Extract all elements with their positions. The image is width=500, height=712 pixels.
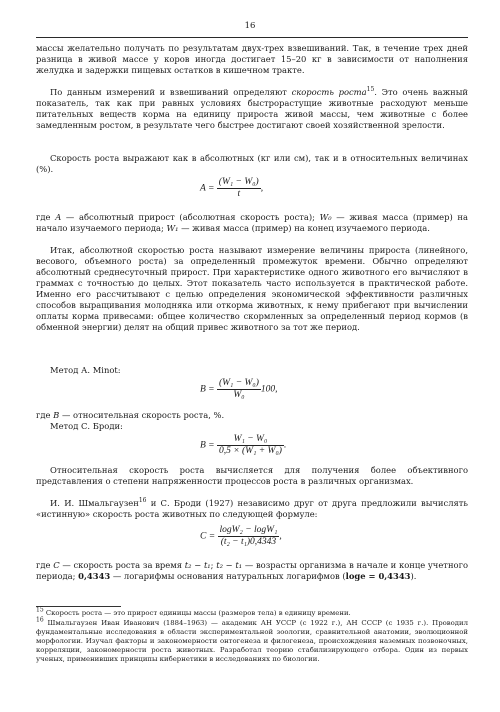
paragraph-absolute-rate: Итак, абсолютной скоростью роста называют измерение величины прироста (линейного, весового, объемного роста) за определенный промежуток времени. Обычно определяют абсолютный среднесуточный прирост. При характеристике одного животного его вычисляют в граммах с точностью до целых. Этот показатель часто используется в практической работе. Именно его рассчитывают с целью определения экономической эффективности различных способов выращивания молодняка или откорма животных, к нему прибегают при вычислении оплаты корма привесами: общее количество скормленных за определенный период кормов (в обменной энергии) делят на общий привес животного за тот же период. bbox=[36, 245, 468, 333]
formula-tail: . bbox=[283, 440, 287, 451]
footnote-text: Скорость роста — это прирост единицы массы (размеров тела) в единицу времени. bbox=[43, 609, 351, 617]
formula-brody bbox=[200, 434, 286, 457]
formula-lhs: B = bbox=[200, 384, 215, 395]
term-growth-rate: скорость роста bbox=[291, 87, 367, 97]
text: ; bbox=[210, 560, 217, 570]
paragraph-growth-rate bbox=[36, 87, 468, 131]
footnote-16 bbox=[36, 616, 468, 664]
text: — возрасты организма в начале и конце учетного периода; bbox=[36, 560, 468, 582]
footnote-rule bbox=[36, 606, 121, 607]
formula-tail: , bbox=[279, 531, 282, 542]
method-brody-label: Метод С. Броди: bbox=[50, 421, 123, 431]
text: — логарифмы основания натуральных логарифмов ( bbox=[110, 571, 346, 582]
footnote-ref-15: 15 bbox=[366, 86, 375, 94]
fraction bbox=[217, 434, 287, 457]
paragraph-units: Скорость роста выражают как в абсолютных (кг или см), так и в относительных величинах (%). bbox=[36, 153, 468, 175]
symbol-W0: W₀ bbox=[319, 212, 332, 222]
formula-tail: , bbox=[260, 183, 264, 194]
text: . Это очень важный показатель, так как при равных условиях быстрорастущие животные расходуют меньше питательных веществ корма на единицу прироста живой массы, чем животные с более замедленным ростом, в результате чего быстрее достигают своей хозяйственной зрелости. bbox=[36, 87, 468, 131]
paragraph-relative-purpose: Относительная скорость роста вычисляется для получения более объективного представления о степени напряженности процессов роста в различных организмах. bbox=[36, 465, 468, 487]
formula-lhs: C = bbox=[200, 531, 216, 542]
symbol-W1: W₁ bbox=[166, 223, 179, 234]
footnote-number: 15 bbox=[36, 606, 44, 614]
paragraph-relative-legend bbox=[36, 410, 468, 421]
fraction bbox=[217, 378, 261, 401]
denominator: (t₂ − t₁)0,4343 bbox=[220, 537, 277, 547]
constant: 0,4343 bbox=[78, 571, 111, 582]
formula-lhs: A = bbox=[200, 183, 215, 194]
symbol-ages: t₂ − t₁ bbox=[216, 560, 243, 570]
formula-absolute-growth bbox=[200, 177, 263, 200]
formula-true-rate bbox=[200, 525, 282, 548]
page-number: 16 bbox=[244, 21, 256, 31]
paragraph-true-rate-legend bbox=[36, 560, 468, 582]
denominator: t bbox=[237, 189, 241, 199]
denominator: W₀ bbox=[233, 390, 245, 400]
denominator: 0,5 × (W₁ + W₀) bbox=[218, 446, 282, 456]
text: По данным измерений и взвешиваний определяют bbox=[50, 87, 292, 97]
paragraph-true-rate bbox=[36, 498, 468, 520]
footnote-number: 16 bbox=[36, 616, 44, 624]
text: где bbox=[36, 560, 54, 570]
footnote-text: Шмальгаузен Иван Иванович (1884–1963) — академик АН УССР (с 1922 г.), АН СССР (с 1935 г.). Проводил фундаментальные исследования в области экспериментальной зоологии, сравнительной анатомии, эволюционной морфологии. Изучал факторы и закономерности онтогенеза и филогенеза, происхождения наземных позвоночных, корреляции, закономерности роста животных. Разработал теорию стабилизирующего отбора. Один из первых ученых, применивших принципы кибернетики в исследованиях по биологии. bbox=[36, 619, 468, 664]
symbol-interval: t₂ − t₁ bbox=[184, 560, 211, 570]
footnote-ref-16: 16 bbox=[138, 497, 147, 505]
formula-minot bbox=[200, 378, 278, 401]
paragraph-mass-weighing: массы желательно получать по результатам двух-трех взвешиваний. Так, в течение трех дней разница в живой массе у коров иногда достигает 15–20 кг в зависимости от наполнения желудка и задержки пищевых остатков в кишечном тракте. bbox=[36, 43, 468, 76]
text: И. И. Шмальгаузен bbox=[50, 498, 139, 508]
numerator: (W₁ − W₀) bbox=[218, 177, 259, 187]
numerator: logW₂ − logW₁ bbox=[219, 525, 278, 535]
method-minot-label: Метод А. Minot: bbox=[50, 365, 121, 375]
text: где bbox=[36, 410, 54, 420]
numerator: (W₁ − W₀) bbox=[218, 378, 259, 388]
text: — живая масса (пример) на начало изучаемого периода; bbox=[36, 212, 469, 234]
loge-value: loge = 0,4343 bbox=[345, 571, 411, 582]
text: — скорость роста за время bbox=[59, 560, 185, 570]
text: ). bbox=[410, 571, 417, 582]
symbol-C: C bbox=[53, 560, 60, 570]
fraction bbox=[217, 177, 264, 200]
symbol-A: A bbox=[55, 212, 62, 222]
text: где bbox=[36, 212, 56, 222]
text: — абсолютный прирост (абсолютная скорость роста); bbox=[61, 212, 320, 222]
fraction bbox=[218, 525, 280, 548]
numerator: W₁ − W₀ bbox=[217, 434, 284, 446]
text: — живая масса (пример) на конец изучаемого периода. bbox=[178, 223, 430, 234]
symbol-B: B bbox=[53, 410, 60, 420]
text: и С. Броди (1927) независимо друг от друга предложили вычислять «истинную» скорость роста животных по следующей формуле: bbox=[36, 498, 468, 520]
paragraph-absolute-legend bbox=[36, 212, 468, 234]
formula-tail: 100, bbox=[260, 384, 278, 395]
header-rule bbox=[36, 37, 468, 38]
text: — относительная скорость роста, %. bbox=[59, 410, 225, 420]
formula-lhs: B = bbox=[200, 440, 215, 451]
footnote-15 bbox=[36, 606, 468, 618]
